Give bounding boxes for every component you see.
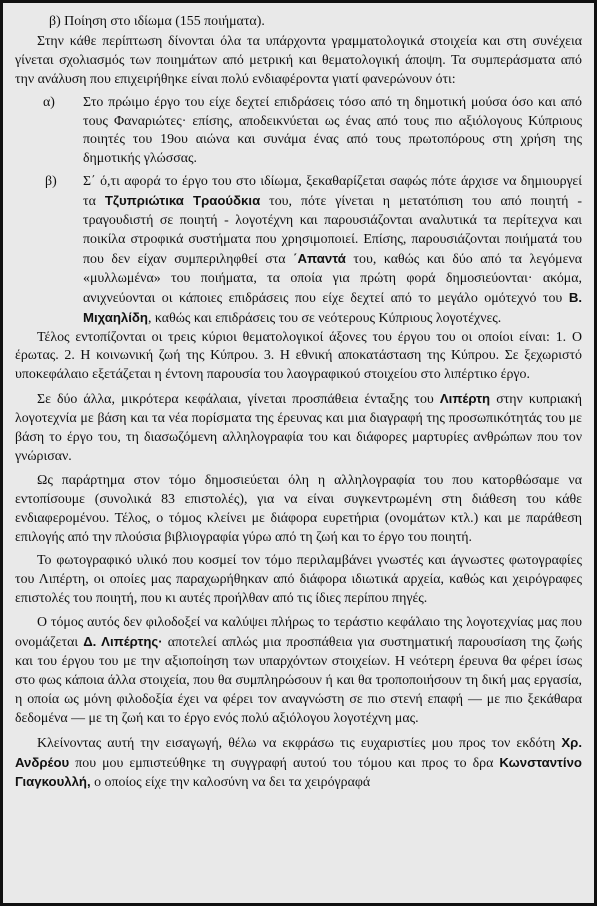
text-run: αποτελεί απλώς μια προσπάθεια για συστηματική παρουσίαση της ζωής και του έργου του με την αξιοποίηση των υπαρχόντων στοιχείων. Η νεότερη έρευνα θα φέρει ίσως στο φως κάποια άλλα στοιχεία, που θα συμπληρώσουν ή και θα τροποποιήσουν τη δική μας εργασία, η οποία ως μόνη φιλοδοξία έχει να φέρει τον αναγνώστη σε πιο στενή επαφή — με πιο ξεκάθαρα δεδομένα — με τη ζωή και το έργο ενός πολύ αξιόλογου λογοτέχνη μας. xyxy=(15,635,582,726)
bold-name: Δ. Λιπέρτης· xyxy=(83,634,163,650)
text-run: στην κυπριακή λογοτεχνία με βάση και τα νέα πορίσματα της έρευνας και μια διαγραφή της προσωπικότητάς του με βάση το έργο του, τη διασωζόμενη αλληλογραφία του και διάφορες μαρτυρίες ανθρώπων που τον γνώρισαν. xyxy=(15,392,582,464)
bold-title: ΄Απαντά xyxy=(293,250,346,266)
bold-name: Λιπέρτη xyxy=(439,391,491,407)
list-item-b-label: β) xyxy=(45,174,57,190)
section-heading: β) Ποίηση στο ιδίωμα (155 ποιήματα). xyxy=(49,14,265,29)
bold-title: Τζυπριώτικα Τραούδκια xyxy=(104,193,261,209)
text-run: Κλείνοντας αυτή την εισαγωγή, θέλω να εκφράσω τις ευχαριστίες μου προς τον εκδότη xyxy=(37,735,562,751)
bold-name: Χρ. Ανδρέου xyxy=(15,734,582,770)
text-run: , καθώς και επιδράσεις του σε νεότερους Κύπριους λογοτέχνες. xyxy=(147,310,502,326)
appendix-paragraph: Ως παράρτημα στον τόμο δημοσιεύεται όλη η αλληλογραφία του που κατορθώσαμε να εντοπίσουμε (συνολικά 83 επιστολές), για να είναι συγκεντρωμένη στη διάθεση του κάθε ενδιαφερομένου. Τέλος, ο τόμος κλείνει με διάφορα ευρετήρια (ονομάτων κτλ.) και με παράθεση επιλογής από την πλούσια βιβλιογραφία γύρω από τη ζωή και το έργο του ποιητή. xyxy=(15,472,582,545)
list-item-a-text: Στο πρώιμο έργο του είχε δεχτεί επιδράσεις τόσο από τη δημοτική μούσα όσο και από τους Φαναριώτες· επίσης, αποδεικνύεται ως ένας από τους πιο αξιόλογους Κύπριους ποιητές του 19ου αιώνα και συνάμα ένας από τους πρωτοπόρους στη χρήση της δημοτικής γλώσσας. xyxy=(83,94,582,167)
list-item-b-text xyxy=(83,173,582,328)
text-run: Ο τόμος αυτός δεν φιλοδοξεί να καλύψει πλήρως το τεράστιο κεφάλαιο της λογοτεχνίας μας που ονομάζεται xyxy=(15,615,582,651)
text-run: που μου εμπιστεύθηκε τη συγγραφή αυτού του τόμου και προς το δρα xyxy=(69,755,500,771)
text-run: του, πότε γίνεται η μετατόπιση του από ποιητή - τραγουδιστή σε ποιητή - λογοτέχνη και παρουσιάζονται αναλυτικά τα περίτεχνα και ποικίλα στροφικά συστήματα που χρησιμοποιεί. Επίσης, παρουσιάζονται ποιήματά του που δεν είχαν συμπεριληφθεί στα xyxy=(83,194,582,267)
bold-name: Κωνσταντίνο Γιαγκουλλή, xyxy=(15,754,582,790)
bold-name: Β. Μιχαηλίδη xyxy=(83,289,582,325)
text-run: Σε δύο άλλα, μικρότερα κεφάλαια, γίνεται προσπάθεια ένταξης του xyxy=(37,392,440,408)
text-run: του, καθώς και δύο από τα λεγόμενα «μυλλωμένα» του ποιήματα, τα οποία για πρώτη φορά δημοσιεύονται· ακόμα, ανιχνεύονται οι κάποιες επιδράσεις που είχε δεχτεί από το μεγάλο ομότεχνό του xyxy=(83,251,583,306)
photos-paragraph: Το φωτογραφικό υλικό που κοσμεί τον τόμο περιλαμβάνει γνωστές και άγνωστες φωτογραφίες του Λιπέρτη, οι οποίες μας παραχωρήθηκαν από διάφορα ιδιωτικά αρχεία, καθώς και χειρόγραφες επιστολές του ποιητή, που κι αυτές προήλθαν από τις ίδιες περίπου πηγές. xyxy=(15,553,582,607)
text-run: Σ΄ ό,τι αφορά το έργο του στο ιδίωμα, ξεκαθαρίζεται σαφώς πότε άρχισε να δημιουργεί τα xyxy=(83,174,582,210)
list-item-a-label: α) xyxy=(43,94,55,110)
themes-paragraph: Τέλος εντοπίζονται οι τρεις κύριοι θεματολογικοί άξονες του έργου του οι οποίοι είναι: 1. Ο έρωτας. 2. Η κοινωνική ζωή της Κύπρου. 3. Η εθνική αποκατάσταση της Κύπρου. Σε ξεχωριστό υποκεφάλαιο εξετάζεται η έντονη παρουσία του λαογραφικού στοιχείου στο λιπέρτικο έργο. xyxy=(15,329,582,383)
chapters-paragraph xyxy=(15,390,582,467)
list-item-b xyxy=(15,173,582,328)
scope-paragraph xyxy=(15,614,582,728)
intro-paragraph: Στην κάθε περίπτωση δίνονται όλα τα υπάρχοντα γραμματολογικά στοιχεία και στη συνέχεια γίνεται σχολιασμός των ποιημάτων από μετρική και θεματολογική άποψη. Τα συμπεράσματα από την ανάλυση που επιχειρήθηκε είναι πολύ ενδιαφέροντα γιατί φανερώνουν ότι: xyxy=(15,33,582,87)
text-run: ο οποίος είχε την καλοσύνη να δει τα χειρόγραφά xyxy=(90,775,371,791)
acknowledgements-paragraph xyxy=(15,734,582,794)
list-item-a xyxy=(15,94,582,170)
